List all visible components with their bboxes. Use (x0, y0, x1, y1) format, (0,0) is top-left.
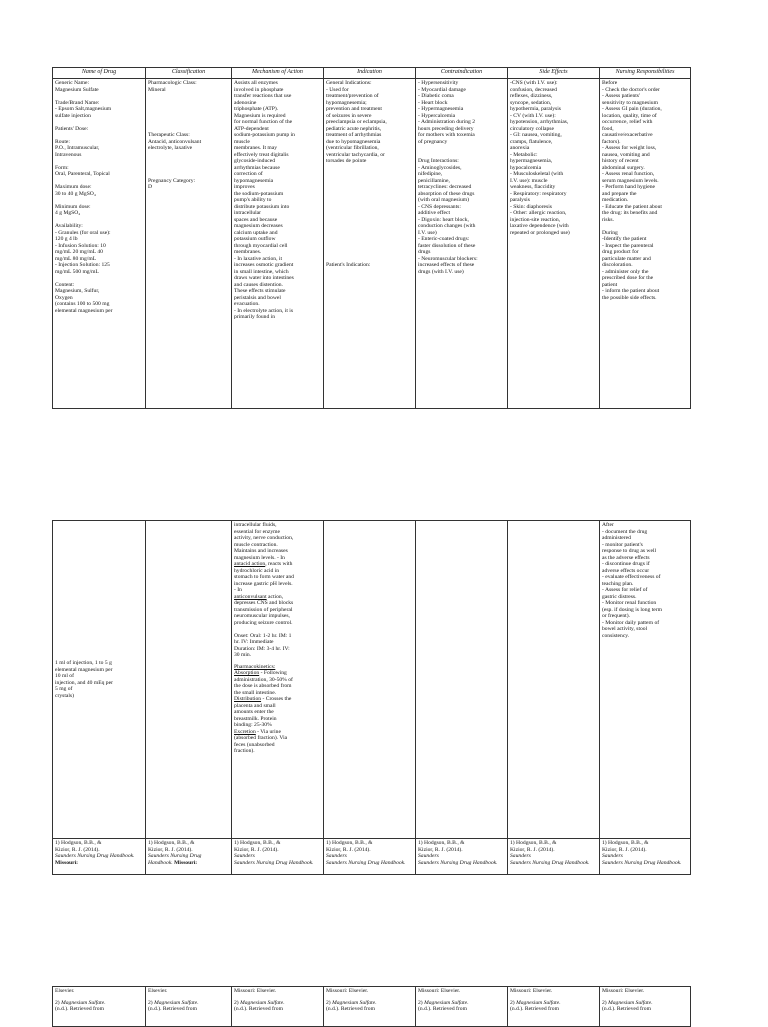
text-line: correction of (234, 171, 263, 177)
text-line: breastmilk. Protein (234, 715, 277, 722)
text-line: - Epsom Salt,magnesium (55, 106, 112, 112)
text-line: D (148, 184, 153, 190)
text-line: P.O., Intramuscular, (55, 145, 100, 151)
text-line: Form: (55, 164, 69, 171)
header-mechanism: Mechanism of Action (232, 68, 324, 79)
text-line: muscle contraction. (234, 541, 278, 548)
text-line: arrhythmias because (234, 164, 280, 171)
text-line: as the adverse effects (602, 554, 650, 561)
reference-cell: Elsevier. 2) Magnesium Sulfate. (n.d.). Retrieved from (146, 987, 232, 1027)
text-line: - In electrolyte action, it is (234, 307, 294, 314)
reference-cell: 1) Hodgson, B.B., & Kizior, R. J. (2014). Saunders Nursing Drug Handbook. Missouri: (53, 839, 146, 875)
text-line: prescribed dose for the (602, 275, 654, 281)
absorption-label: Absorption (234, 670, 260, 676)
header-row (53, 68, 691, 79)
header-indication: Indication (324, 68, 416, 79)
text-line: adenosine (234, 99, 257, 106)
text-line: amounts enter the (234, 709, 274, 715)
text-line: hypotension, arrhythmias, (510, 119, 569, 125)
text-line: mg/mL 20 mg/mL 40 (55, 249, 103, 255)
text-line: serum magnesium levels. (602, 177, 659, 184)
text-line: hydrochloric acid in (234, 567, 280, 574)
text-line: (esp. if dosing is long term (602, 606, 662, 613)
text-line: 4 g MgSO₄ (55, 210, 81, 216)
text-line: draws water into intestines (234, 275, 294, 281)
text-line: - monitor patient's (602, 541, 643, 548)
drug-study-table-middle (52, 520, 691, 875)
text-line: syncope, sedation, (510, 99, 552, 106)
reference-cell: 1) Hodgson, B.B., & Kizior, R. J. (2014). Saunders Nursing Drug Handbook. Missouri: (146, 839, 232, 875)
text-line: hypothermia, paralysis (510, 106, 561, 112)
text-line: General Indications: (326, 80, 372, 86)
indication-cell (324, 79, 416, 409)
text-line: - Hypersensitivity (418, 80, 459, 86)
text-line: transmission of peripheral (234, 606, 293, 613)
text-line: crystals) (55, 692, 74, 699)
text-line: membranes. It may (234, 145, 278, 151)
text-line: primarily found in (234, 314, 276, 320)
text-line: of pregnancy (418, 138, 448, 145)
text-line: drug product for (602, 249, 639, 255)
text-line: (contains 100 to 500 mg (55, 301, 110, 307)
text-line: Maintains and increases (234, 548, 288, 554)
text-line: These effects stimulate (234, 288, 286, 294)
header-name-of-drug: Name of Drug (53, 68, 146, 79)
text-line: I.V. use): muscle (510, 177, 548, 184)
text-line: Content: (55, 281, 75, 288)
text-line: and prepare the (602, 190, 637, 197)
text-line: 120 g 4 lb (55, 236, 78, 242)
text-line: medication. (602, 197, 629, 203)
nursing-cell (600, 521, 691, 839)
text-line: - Assess GI pain (duration, (602, 106, 662, 112)
text-line: - Enteric-coated drugs: (418, 236, 470, 242)
text-line: of seizures in severe (326, 112, 372, 119)
text-line: 30 to 40 g MgSO₄ (55, 190, 96, 197)
text-line: (ventricular fibrillation, (326, 145, 379, 151)
text-line: 10 ml of (55, 673, 74, 679)
text-line: triphosphate (ATP). (234, 106, 279, 112)
text-line: increase gastric pH levels. (234, 580, 293, 587)
text-line: the dose is absorbed from (234, 683, 292, 689)
text-line: treatment/prevention of (326, 93, 379, 99)
text-line: drugs (with I.V. use) (418, 268, 464, 275)
text-line: pump's ability to (234, 197, 272, 203)
text-line: Magnesium is required (234, 112, 286, 119)
pharmacokinetics-title: Pharmacokinetics: (234, 663, 276, 670)
text-line: hypomagnesemia; (326, 99, 367, 106)
text-line: Availability: (55, 223, 83, 229)
text-line: - Assess renal function, (602, 171, 655, 177)
reference-cell: Missouri: Elsevier. 2) Magnesium Sulfate. (n.d.). Retrieved from (600, 987, 691, 1027)
text-line: increases osmotic gradient (234, 262, 294, 268)
text-line: calcium uptake and (234, 229, 278, 236)
text-line: elemental magnesium per (55, 307, 113, 314)
text-line: injection-site reaction, (510, 216, 561, 223)
text-line: due to hypomagnesemia (326, 138, 381, 145)
text-line: - Assess for relief of (602, 587, 648, 593)
text-line: - CV (with I.V. use): (510, 112, 556, 119)
text-line: - inform the patient about (602, 288, 660, 294)
header-contraindication: Contraindication (416, 68, 508, 79)
text-line: neuromuscular impulses, (234, 613, 290, 619)
text-line: 1 ml of injection, 1 to 5 g (55, 660, 112, 666)
text-line: fraction). (234, 748, 255, 754)
text-line: Drug Interactions: (418, 158, 459, 164)
text-line: nifedipine, (418, 171, 443, 177)
text-line: mg/mL 80 mg/mL (55, 255, 97, 262)
text-line: - Heart block (418, 99, 448, 106)
text-line: prevention and treatment (326, 106, 382, 112)
classification-cell (146, 79, 232, 409)
reference-cell: 1) Hodgson, B.B., & Kizior, R. J. (2014). Saunders Saunders Nursing Drug Handbook. (508, 839, 600, 875)
text-line: bowel activity, stool (602, 626, 648, 632)
text-line: effectively treat digitalis (234, 151, 289, 158)
text-line: nausea, vomiting and (602, 151, 650, 158)
text-line: hours preceding delivery (418, 125, 474, 132)
text-line: - Musculoskeletal (with (510, 171, 564, 177)
reference-row (53, 987, 691, 1027)
text-line: - Injection Solution: 125 (55, 262, 110, 268)
text-line: reflexes, dizziness, (510, 93, 553, 99)
text-line: evacuation. (234, 301, 260, 307)
table-row (53, 79, 691, 409)
text-line: - discontinue drugs if (602, 561, 650, 567)
text-line: confusion, decreased (510, 86, 557, 93)
text-line: adverse effects occur (602, 567, 650, 574)
text-line: food, (602, 125, 614, 132)
text-line: Oxygen (55, 294, 73, 301)
text-line: - Assess patients' (602, 93, 640, 99)
header-side-effects: Side Effects (508, 68, 600, 79)
text-line: After (602, 522, 614, 528)
side-effects-cell (508, 521, 600, 839)
header-classification: Classification (146, 68, 232, 79)
text-line: paralysis (510, 197, 530, 203)
text-line: - GI: nausea, vomiting, (510, 132, 562, 138)
drug-study-table-bottom (52, 986, 691, 1027)
text-line: Patient's Indication: (326, 262, 371, 268)
text-line: weakness, flaccidity (510, 184, 556, 190)
text-line: factors). (602, 138, 621, 145)
text-line: tetracyclines: decreased (418, 184, 472, 190)
text-line: sensitivity to magnesium (602, 99, 658, 106)
text-line: potassium outflow (234, 236, 276, 242)
text-line: I.V. use) (418, 229, 437, 236)
text-line: electrolyte, laxative (148, 145, 193, 151)
name-cell (53, 79, 146, 409)
text-line: (with oral magnesium) (418, 197, 469, 203)
text-line: sodium-potassium pump in (234, 132, 295, 138)
text-line: preeclampsia or eclampsia, (326, 119, 387, 125)
text-line: the small intestine. (234, 689, 277, 696)
text-line: -Identify the patient (602, 236, 647, 242)
text-line: elemental magnesium per (55, 666, 113, 673)
reference-cell: Missouri: Elsevier. 2) Magnesium Sulfate. (n.d.). Retrieved from (508, 987, 600, 1027)
text-line: conduction changes (with (418, 223, 476, 229)
table-row (53, 521, 691, 839)
text-line: cramps, flatulence, (510, 138, 553, 145)
text-line: 30 min. (234, 652, 252, 658)
text-line: 5 mg of (55, 686, 73, 692)
text-line: binding: 25-30% (234, 722, 272, 728)
text-line: faster dissolution of these (418, 242, 476, 249)
text-line: - In laxative action, it (234, 255, 282, 262)
text-line: hypocalcemia (510, 164, 542, 171)
text-line: stomach to form water and (234, 574, 294, 580)
text-line: gastric distress. (602, 593, 637, 600)
text-line: - Respiratory: respiratory (510, 190, 567, 197)
text-line: patient (602, 281, 618, 288)
text-line: - Used for (326, 86, 349, 93)
text-line: essential for enzyme (234, 528, 280, 535)
reference-cell: 1) Hodgson, B.B., & Kizior, R. J. (2014). Saunders Saunders Nursing Drug Handbook. (324, 839, 416, 875)
text-line: intracellular (234, 210, 262, 216)
text-line: and causes distention. (234, 281, 283, 288)
text-line: - Aminoglycosides, (418, 164, 462, 171)
text-line: anorexia (510, 145, 530, 151)
text-line: - Monitor renal function (602, 600, 657, 606)
distribution-label: Distribution (234, 696, 262, 702)
text-line: Magnesium Sulfate (55, 86, 99, 93)
reference-cell: Missouri: Elsevier. 2) Magnesium Sulfate. (n.d.). Retrieved from (232, 987, 324, 1027)
text-line: spaces and because (234, 216, 278, 223)
text-line: - Inspect the parenteral (602, 242, 654, 249)
text-line: penicillamine, (418, 177, 450, 184)
text-line: ATP-dependent (234, 125, 269, 132)
text-line: - Hypercalcemia (418, 112, 456, 119)
text-line: location, quality, time of (602, 112, 657, 119)
text-line: -CNS (with I.V. use): (510, 80, 558, 86)
text-line: - Assess for weight loss, (602, 145, 657, 151)
text-line: mg/mL 500 mg/mL (55, 268, 99, 275)
text-line: in small intestine, which (234, 268, 289, 275)
drug-study-table-top (52, 67, 691, 409)
text-line: absorption of these drugs (418, 190, 475, 197)
text-line: administered (602, 535, 631, 541)
text-line: - Administration during 2 (418, 119, 476, 125)
text-line: - Skin: diaphoresis (510, 203, 552, 210)
text-line: glycoside-induced (234, 158, 276, 164)
text-line: Antacid, anticonvulsant (148, 138, 202, 145)
text-line: Magnesium, Sulfur, (55, 288, 100, 294)
text-line: magnesium decreases (234, 223, 283, 229)
text-line: Pharmacologic Class: (148, 80, 197, 86)
text-line: producing seizure control. (234, 619, 293, 626)
text-line: - Myocardial damage (418, 86, 466, 93)
mechanism-cell: intracellular fluids, essential for enzyme activity, nerve conduction, muscle contraction. Maintains and increases magnesium levels. - In antacid action, reacts with hydrochloric acid in stomach to form water and increase gastric pH levels. - In anticonvulsant action, depresses CNS and blocks transmission of peripheral neuromuscular impulses, producing seizure control. Onset: Oral: 1-2 hr. IM: 1 hr. IV: Immediate Duration: IM: 3-4 hr. IV: 30 min. Pharmacokinetics: Absorption - Following administration, 30-50% of the dose is absorbed from the small intestine. Distribution - Crosses the placenta and small amounts enter the breastmilk. Protein binding: 25-30% Excretion - Via urine (absorbed fraction). Via feces (unabsorbed fraction). (232, 521, 324, 839)
text-line: pediatric acute nephritis, (326, 125, 382, 132)
reference-row (53, 839, 691, 875)
text-line: Oral, Parenteral, Topical (55, 171, 110, 177)
text-line: - Diabetic coma (418, 93, 454, 99)
text-line: Intravenous (55, 151, 82, 158)
text-line: Generic Name: (55, 80, 90, 86)
text-line: Assists all enzymes (234, 80, 278, 86)
text-line: repeated or prolonged use) (510, 229, 570, 236)
text-line: - Hypermagnesemia (418, 106, 464, 112)
text-line: hr. IV: Immediate (234, 639, 274, 645)
text-line: history of recent (602, 158, 639, 164)
text-line: discoloration. (602, 262, 633, 268)
text-line: - Educate the patient about (602, 203, 662, 210)
text-line: additive effect (418, 210, 451, 216)
reference-cell: Missouri: Elsevier. 2) Magnesium Sulfate. (n.d.). Retrieved from (324, 987, 416, 1027)
text-line: activity, nerve conduction, (234, 535, 294, 541)
text-line: depresses CNS and blocks (234, 600, 294, 606)
text-line: teaching plan. (602, 580, 634, 587)
text-line: transfer reactions that use (234, 93, 292, 99)
text-line: Route: (55, 138, 70, 145)
text-line: muscle (234, 138, 250, 145)
text-line: treatment of arrhythmias (326, 132, 382, 138)
text-line: feces (unabsorbed (234, 741, 275, 748)
text-line: During (602, 229, 618, 236)
text-line: - Granules (for oral use): (55, 229, 111, 236)
text-line: - CNS depressants: (418, 203, 461, 210)
text-line: through myocardial cell (234, 242, 288, 249)
text-line: torsades de pointe (326, 158, 367, 164)
text-line: injection, and 40 mEq per (55, 679, 113, 686)
text-line: magnesium levels. - In (234, 554, 285, 561)
text-line: Mineral (148, 86, 166, 93)
reference-cell: 1) Hodgson, B.B., & Kizior, R. J. (2014). Saunders Saunders Nursing Drug Handbook. (600, 839, 691, 875)
text-line: - evaluate effectiveness of (602, 574, 661, 580)
text-line: Before (602, 80, 618, 86)
mechanism-cell (232, 79, 324, 409)
antacid-label: antacid action (234, 561, 266, 567)
text-line: Duration: IM: 3-4 hr. IV: (234, 645, 290, 652)
text-line: sulfate injection (55, 112, 91, 119)
text-line: membranes. (234, 249, 262, 255)
text-line: - In (234, 587, 242, 593)
text-line: the drug: its benefits and (602, 210, 658, 216)
text-line: drugs (418, 249, 431, 255)
text-line: abdominal surgery. (602, 164, 645, 171)
text-line: hypermagnesemia, (510, 158, 553, 164)
text-line: increased effects of these (418, 262, 475, 268)
text-line: Patients' Dose: (55, 125, 89, 132)
text-line: causative/exacerbative (602, 132, 653, 138)
text-line: intracellular fluids, (234, 522, 277, 528)
text-line: peristalsis and bowel (234, 294, 281, 301)
text-line: or frequent). (602, 613, 630, 619)
text-line: distribute potassium into (234, 203, 290, 210)
text-line: response to drug as well (602, 548, 657, 554)
reference-cell: Missouri: Elsevier. 2) Magnesium Sulfate. (n.d.). Retrieved from (416, 987, 508, 1027)
contraindication-cell (416, 521, 508, 839)
text-line: the possible side effects. (602, 294, 657, 301)
text-line: Pregnancy Category: (148, 177, 196, 184)
text-line: administration, 30-50% of (234, 676, 293, 683)
text-line: - Infusion Solution: 10 (55, 242, 106, 249)
text-line: Onset: Oral: 1-2 hr. IM: 1 (234, 632, 292, 639)
text-line: for mothers with toxemia (418, 132, 475, 138)
text-line: Trade/Brand Name: (55, 99, 100, 106)
text-line: ventricular tachycardia, or (326, 151, 385, 158)
text-line: improves (234, 184, 255, 190)
side-effects-cell (508, 79, 600, 409)
text-line: - Check the doctor's order (602, 86, 660, 93)
text-line: - Perform hand hygiene (602, 184, 655, 190)
anticonvulsant-label: anticonvulsant (234, 593, 267, 600)
text-line: hypomagnesemia (234, 177, 274, 184)
indication-cell (324, 521, 416, 839)
text-line: the sodium-potassium (234, 190, 284, 197)
text-line: Maximum dose: (55, 184, 92, 190)
contraindication-cell (416, 79, 508, 409)
text-line: - Metabolic: (510, 151, 538, 158)
nursing-cell (600, 79, 691, 409)
text-line: involved in phosphate (234, 86, 284, 93)
reference-cell: 1) Hodgson, B.B., & Kizior, R. J. (2014). Saunders Saunders Nursing Drug Handbook. (232, 839, 324, 875)
text-line: - administer only the (602, 268, 649, 275)
text-line: circulatory collapse (510, 125, 554, 132)
text-line: (absorbed fraction). Via (234, 735, 288, 741)
reference-cell: Elsevier. 2) Magnesium Sulfate. (n.d.). Retrieved from (53, 987, 146, 1027)
text-line: risks. (602, 216, 614, 223)
text-line: for normal function of the (234, 119, 293, 125)
text-line: Therapeutic Class: (148, 132, 190, 138)
name-cell (53, 521, 146, 839)
reference-cell: 1) Hodgson, B.B., & Kizior, R. J. (2014). Saunders Saunders Nursing Drug Handbook. (416, 839, 508, 875)
text-line: - Neuromuscular blockers: (418, 255, 478, 262)
text-line: - document the drug (602, 528, 648, 535)
text-line: - Digoxin: heart block, (418, 216, 469, 223)
text-line: particulate matter and (602, 255, 651, 262)
header-nursing: Nursing Responsibilities (600, 68, 691, 79)
text-line: - Monitor daily pattern of (602, 619, 660, 626)
text-line: laxative dependence (with (510, 223, 569, 229)
text-line: - Other: allergic reaction, (510, 210, 567, 216)
classification-cell (146, 521, 232, 839)
text-line: consistency. (602, 632, 630, 639)
text-line: occurrence, relief with (602, 119, 653, 125)
text-line: placenta and small (234, 702, 276, 709)
text-line: Minimum dose: (55, 203, 91, 210)
excretion-label: Excretion (234, 728, 256, 735)
